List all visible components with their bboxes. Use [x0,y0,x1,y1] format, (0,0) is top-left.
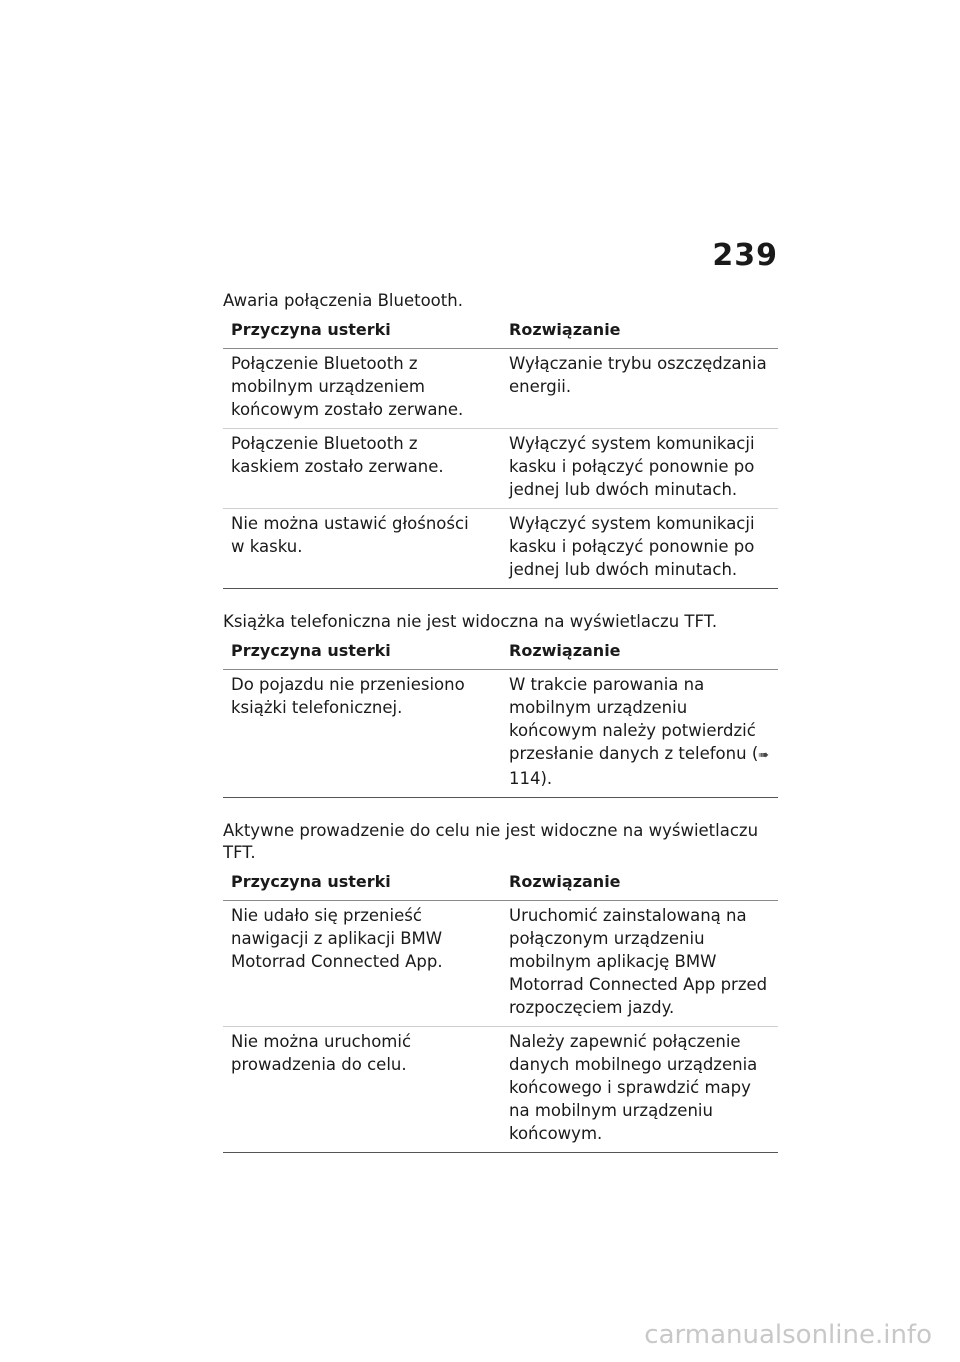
solution-cell: Uruchomić zainstalowaną na połączonym urządzeniu mobilnym aplikację BMW Motorrad Connected App przed rozpoczęciem jazdy. [501,901,778,1027]
watermark: carmanualsonline.info [644,1320,932,1350]
header-solution: Rozwiązanie [501,867,778,901]
table-row [223,509,778,589]
troubleshooting-table-bluetooth [223,315,778,589]
table-row [223,901,778,1027]
page-reference-arrow-icon: ➠ [758,748,770,763]
table-header-row [223,315,778,349]
table-row [223,1027,778,1153]
section-title-navigation: Aktywne prowadzenie do celu nie jest widoczne na wyświetlaczu TFT. [223,821,759,862]
page-content [223,290,778,1175]
solution-cell: Wyłączanie trybu oszczędzania energii. [501,349,778,429]
table-header-row [223,867,778,901]
table-row [223,349,778,429]
table-header-row [223,636,778,670]
section-title-bluetooth: Awaria połączenia Bluetooth. [223,291,463,310]
table-row [223,429,778,509]
header-cause: Przyczyna usterki [223,315,501,349]
cause-cell: Do pojazdu nie przeniesiono książki telefonicznej. [223,670,501,798]
cause-cell: Połączenie Bluetooth z mobilnym urządzeniem końcowym zostało zerwane. [223,349,501,429]
solution-cell: Wyłączyć system komunikacji kasku i połączyć ponownie po jednej lub dwóch minutach. [501,429,778,509]
troubleshooting-table-navigation [223,867,778,1153]
solution-cell: Wyłączyć system komunikacji kasku i połączyć ponownie po jednej lub dwóch minutach. [501,509,778,589]
header-cause: Przyczyna usterki [223,867,501,901]
section-title-phonebook: Książka telefoniczna nie jest widoczna na wyświetlaczu TFT. [223,612,718,631]
page-number: 239 [712,238,778,273]
solution-cell: W trakcie parowania na mobilnym urządzeniu końcowym należy potwierdzić przesłanie danych z telefonu (➠ 114). [501,670,778,798]
header-cause: Przyczyna usterki [223,636,501,670]
cause-cell: Nie można ustawić głośności w kasku. [223,509,501,589]
troubleshooting-table-phonebook [223,636,778,798]
cause-cell: Nie udało się przenieść nawigacji z aplikacji BMW Motorrad Connected App. [223,901,501,1027]
solution-cell: Należy zapewnić połączenie danych mobilnego urządzenia końcowego i sprawdzić mapy na mobilnym urządzeniu końcowym. [501,1027,778,1153]
cause-cell: Połączenie Bluetooth z kaskiem zostało zerwane. [223,429,501,509]
page-reference-link[interactable]: 114 [509,769,541,788]
header-solution: Rozwiązanie [501,315,778,349]
table-row [223,670,778,798]
cause-cell: Nie można uruchomić prowadzenia do celu. [223,1027,501,1153]
header-solution: Rozwiązanie [501,636,778,670]
solution-text: W trakcie parowania na mobilnym urządzeniu końcowym należy potwierdzić przesłanie danych z telefonu [509,675,756,763]
